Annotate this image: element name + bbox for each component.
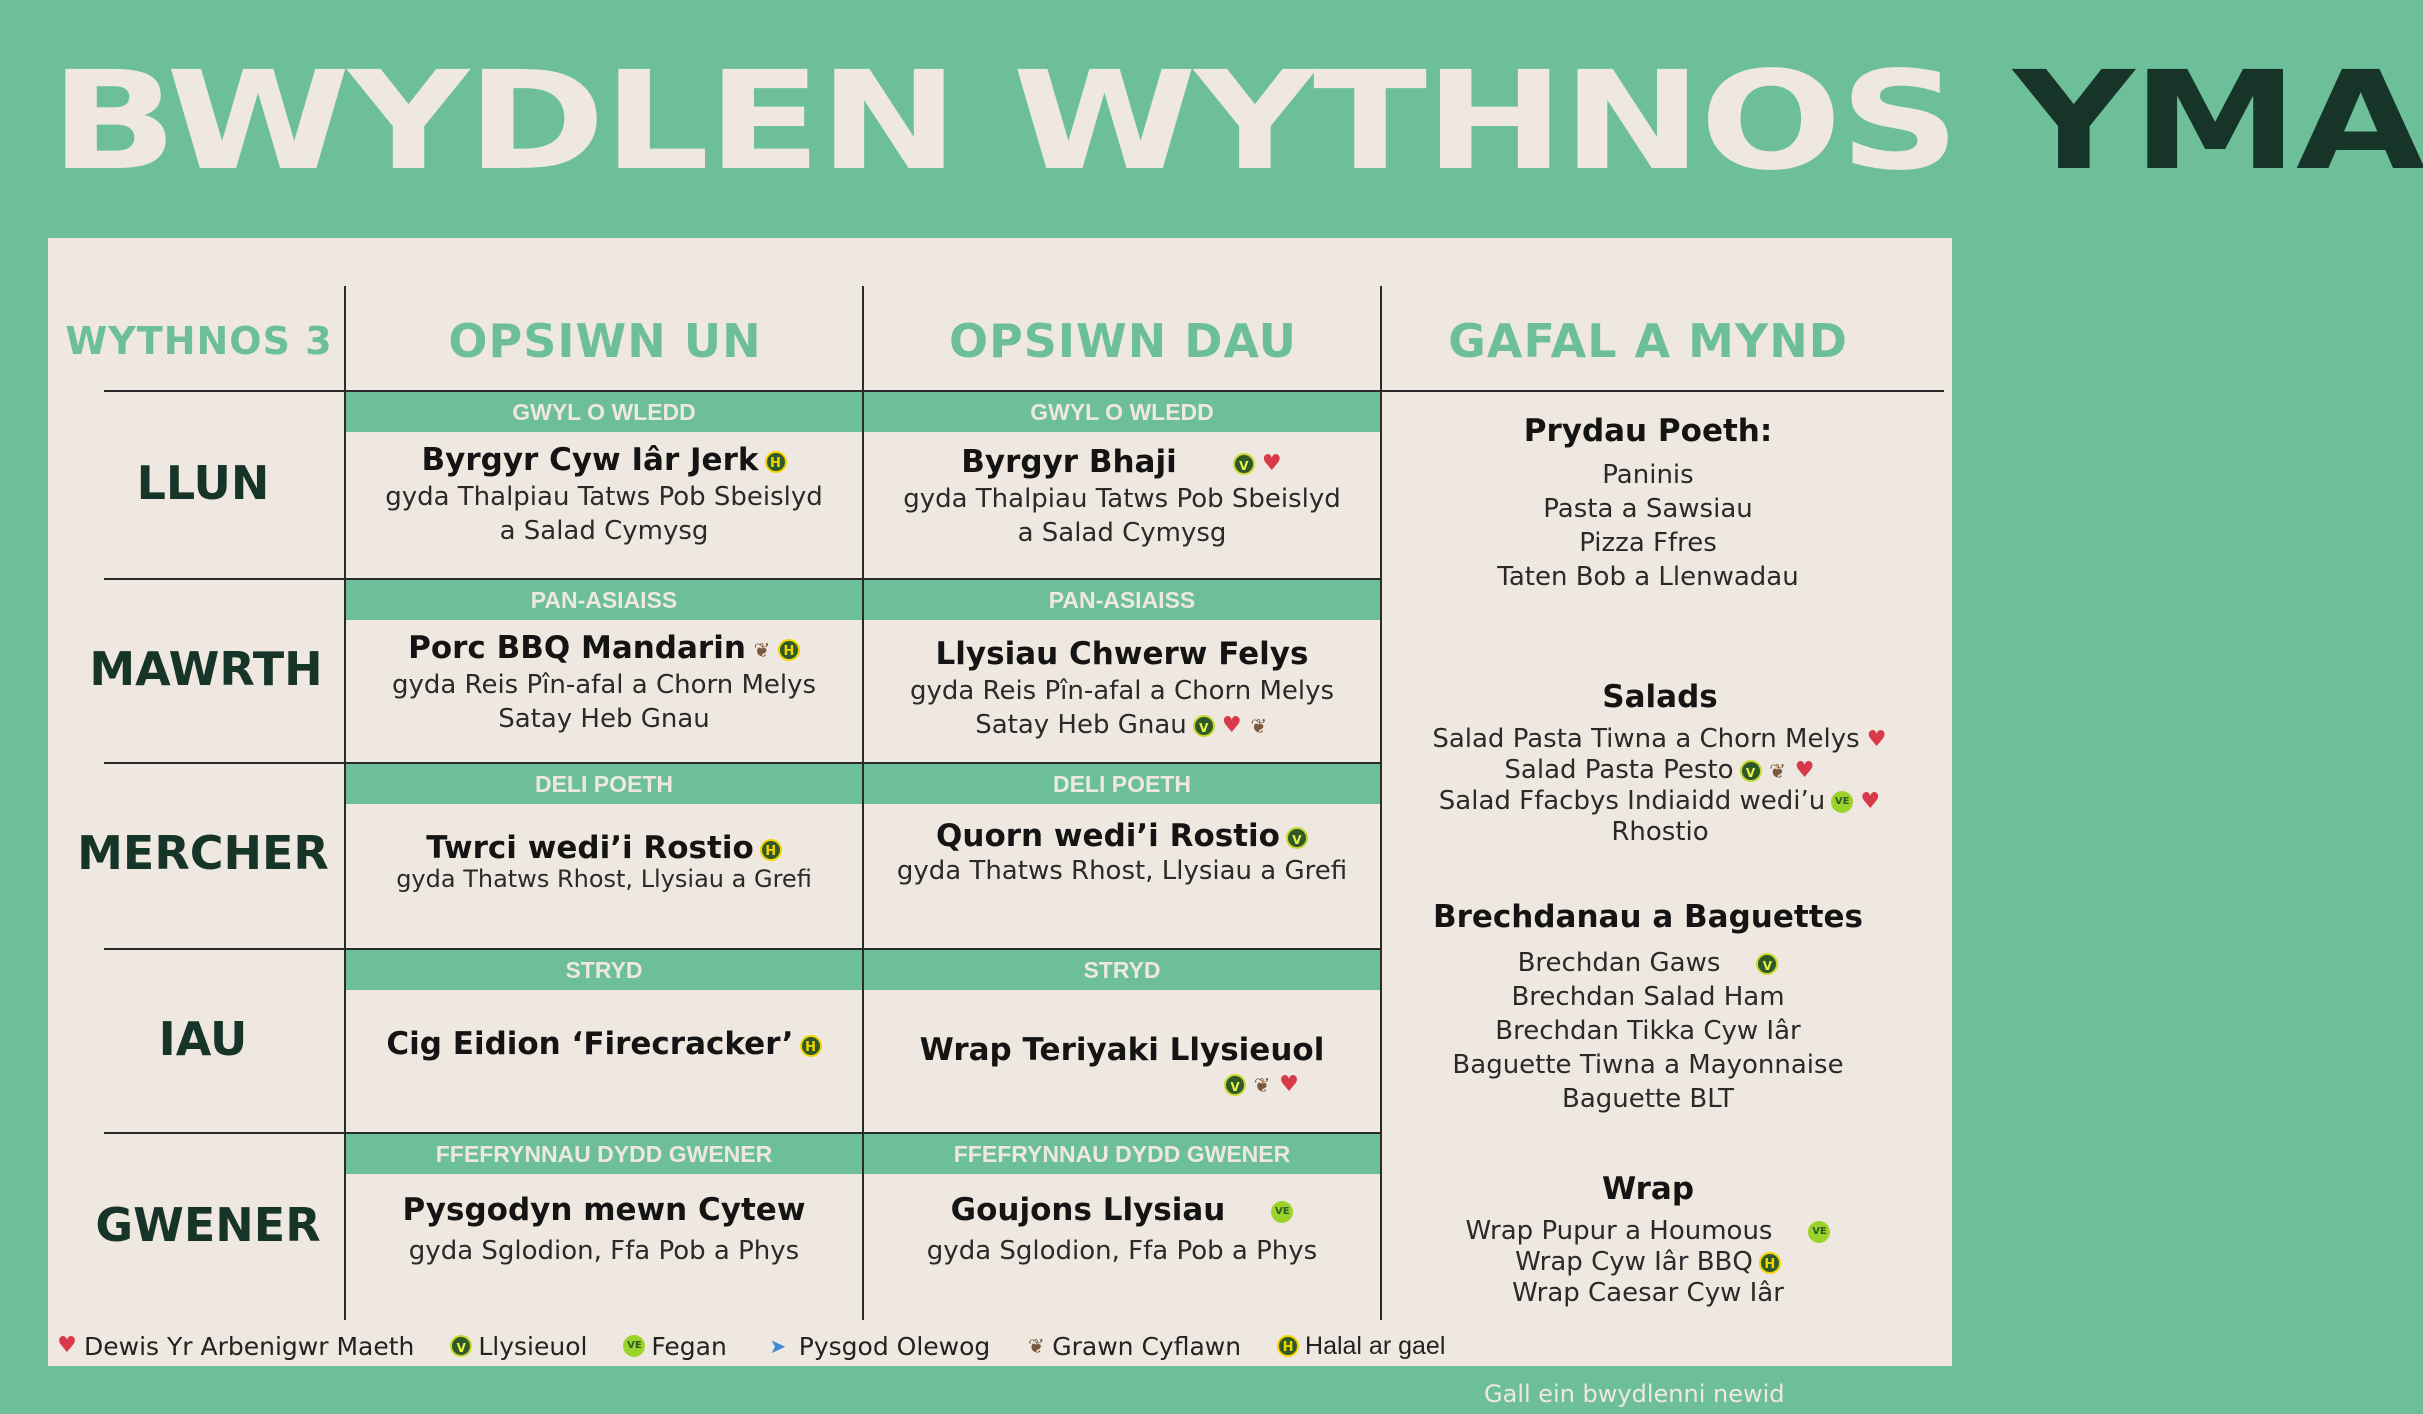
grab-item: Wrap Cyw Iâr BBQ (1515, 1247, 1753, 1277)
heart-icon: ♥ (1860, 788, 1881, 814)
heart-icon: ♥ (57, 1333, 77, 1358)
vegan-icon: VE (623, 1335, 645, 1357)
menu-item (864, 1190, 1380, 1268)
legend-vegetarian: Llysieuol (478, 1331, 588, 1361)
heart-icon: ♥ (1279, 1071, 1299, 1097)
hot-meals-section (1382, 410, 1914, 594)
day-label-mawrth: MAWRTH (89, 642, 323, 696)
wrap-section (1382, 1168, 1914, 1309)
dish-name: Pysgodyn mewn Cytew (402, 1192, 806, 1228)
salads-section (1382, 676, 1938, 848)
vegetarian-icon: V (450, 1335, 472, 1357)
vegan-icon: VE (1831, 791, 1853, 813)
dish-name: Goujons Llysiau (950, 1192, 1226, 1228)
menu-item (346, 628, 862, 736)
legend-oily-fish: Pysgod Olewog (798, 1331, 991, 1361)
grab-item: Baguette Tiwna a Mayonnaise (1452, 1050, 1844, 1080)
side-text: gyda Reis Pîn-afal a Chorn Melys (909, 676, 1335, 706)
heart-icon: ♥ (1794, 757, 1815, 783)
vegetarian-icon: V (1740, 760, 1762, 782)
option-two-header: OPSIWN DAU (948, 314, 1298, 368)
legend-nutrition: Dewis Yr Arbenigwr Maeth (84, 1331, 415, 1361)
vegetarian-icon: V (1193, 715, 1215, 737)
side-text: Satay Heb Gnau (975, 710, 1187, 740)
side-text: gyda Sglodion, Ffa Pob a Phys (408, 1236, 800, 1266)
grab-item: Pizza Ffres (1579, 528, 1717, 558)
wholegrain-icon: ❦ (1253, 1072, 1271, 1097)
menu-item (346, 440, 862, 548)
wholegrain-icon: ❦ (1769, 758, 1786, 783)
day-label-gwener: GWENER (95, 1198, 321, 1252)
vegetarian-icon: V (1224, 1074, 1246, 1096)
dish-name: Wrap Teriyaki Llysieuol (919, 1032, 1325, 1068)
grab-item: Wrap Caesar Cyw Iâr (1512, 1278, 1784, 1308)
dish-name: Cig Eidion ‘Firecracker’ (386, 1026, 794, 1062)
menu-item (864, 634, 1380, 742)
menu-item (346, 1024, 862, 1064)
side-text: gyda Sglodion, Ffa Pob a Phys (926, 1236, 1318, 1266)
halal-icon: H (760, 839, 782, 861)
vegetarian-icon: V (1233, 453, 1255, 475)
grab-item: Pasta a Sawsiau (1543, 494, 1753, 524)
grab-item: Salad Pasta Tiwna a Chorn Melys (1432, 724, 1860, 754)
day-label-mercher: MERCHER (77, 826, 329, 880)
dish-name: Llysiau Chwerw Felys (935, 636, 1309, 672)
legend-halal: Halal ar gael (1305, 1331, 1446, 1360)
grab-item: Salad Ffacbys Indiaidd wedi’u (1438, 786, 1826, 816)
side-text: gyda Thatws Rhost, Llysiau a Grefi (896, 856, 1348, 886)
vegan-icon: VE (1271, 1201, 1293, 1223)
day-label-llun: LLUN (136, 456, 270, 510)
menu-item (346, 1190, 862, 1268)
menu-item (864, 442, 1380, 550)
halal-icon: H (778, 639, 800, 661)
category-band: STRYD (864, 950, 1380, 990)
dish-name: Byrgyr Cyw Iâr Jerk (421, 442, 759, 478)
halal-icon: H (765, 451, 787, 473)
halal-icon: H (800, 1035, 822, 1057)
grab-item: Rhostio (1611, 817, 1709, 847)
grab-item: Brechdan Salad Ham (1511, 982, 1785, 1012)
dish-name: Quorn wedi’i Rostio (936, 818, 1280, 854)
page-title (50, 43, 2423, 201)
hot-meals-title: Prydau Poeth: (1523, 413, 1773, 449)
heart-icon: ♥ (1221, 712, 1242, 738)
wholegrain-icon: ❦ (1027, 1334, 1045, 1358)
category-band: FFEFRYNNAU DYDD GWENER (346, 1134, 862, 1174)
grab-item: Brechdan Tikka Cyw Iâr (1495, 1016, 1801, 1046)
side-text: gyda Thalpiau Tatws Pob Sbeislyd (385, 482, 823, 512)
grab-item: Brechdan Gaws (1517, 948, 1721, 978)
grab-item: Taten Bob a Llenwadau (1497, 562, 1799, 592)
vegetarian-icon: V (1286, 827, 1308, 849)
menu-item (346, 830, 862, 892)
salads-title: Salads (1602, 679, 1718, 715)
grab-item: Wrap Pupur a Houmous (1465, 1216, 1773, 1246)
legend-wholegrain: Grawn Cyflawn (1052, 1331, 1242, 1361)
day-label-iau: IAU (158, 1012, 248, 1066)
option-one-header: OPSIWN UN (448, 314, 762, 368)
week-header: WYTHNOS 3 (65, 319, 333, 363)
title-part-2: YMA (2013, 43, 2423, 201)
side-text: gyda Reis Pîn-afal a Chorn Melys (391, 670, 817, 700)
grab-item: Baguette BLT (1561, 1084, 1735, 1114)
grab-go-header: GAFAL A MYND (1448, 314, 1848, 368)
side-text: gyda Thalpiau Tatws Pob Sbeislyd (903, 484, 1341, 514)
menu-item (864, 1030, 1380, 1098)
category-band: PAN-ASIAISS (864, 580, 1380, 620)
grab-item: Paninis (1602, 460, 1694, 490)
side-text: a Salad Cymysg (1017, 518, 1227, 548)
side-text: gyda Thatws Rhost, Llysiau a Grefi (396, 865, 812, 893)
menu-item (864, 816, 1380, 886)
side-text: a Salad Cymysg (499, 516, 709, 546)
halal-icon: H (1277, 1335, 1299, 1357)
legend (56, 1330, 1473, 1366)
category-band: STRYD (346, 950, 862, 990)
sandwich-title: Brechdanau a Baguettes (1432, 899, 1863, 935)
dish-name: Porc BBQ Mandarin (408, 630, 746, 666)
footer-note: Gall ein bwydlenni newid (1484, 1380, 1785, 1408)
menu-panel (48, 238, 1952, 1366)
side-text: Satay Heb Gnau (498, 704, 710, 734)
category-band: PAN-ASIAISS (346, 580, 862, 620)
dish-name: Byrgyr Bhaji (961, 444, 1177, 480)
halal-icon: H (1759, 1252, 1781, 1274)
vegetarian-icon: V (1756, 953, 1778, 975)
category-band: FFEFRYNNAU DYDD GWENER (864, 1134, 1380, 1174)
legend-vegan: Fegan (651, 1331, 727, 1361)
category-band: GWYL O WLEDD (864, 392, 1380, 432)
title-part-1: BWYDLEN WYTHNOS (50, 43, 2014, 201)
fish-icon: ➤ (769, 1334, 787, 1358)
dish-name: Twrci wedi’i Rostio (426, 830, 754, 866)
grab-item: Salad Pasta Pesto (1504, 755, 1734, 785)
vegan-icon: VE (1808, 1221, 1830, 1243)
heart-icon: ♥ (1866, 726, 1887, 752)
category-band: GWYL O WLEDD (346, 392, 862, 432)
sandwich-section (1382, 896, 1914, 1116)
wholegrain-icon: ❦ (1250, 713, 1268, 738)
category-band: DELI POETH (346, 764, 862, 804)
wholegrain-icon: ❦ (753, 637, 771, 662)
category-band: DELI POETH (864, 764, 1380, 804)
heart-icon: ♥ (1261, 450, 1282, 476)
wrap-title: Wrap (1601, 1171, 1695, 1207)
